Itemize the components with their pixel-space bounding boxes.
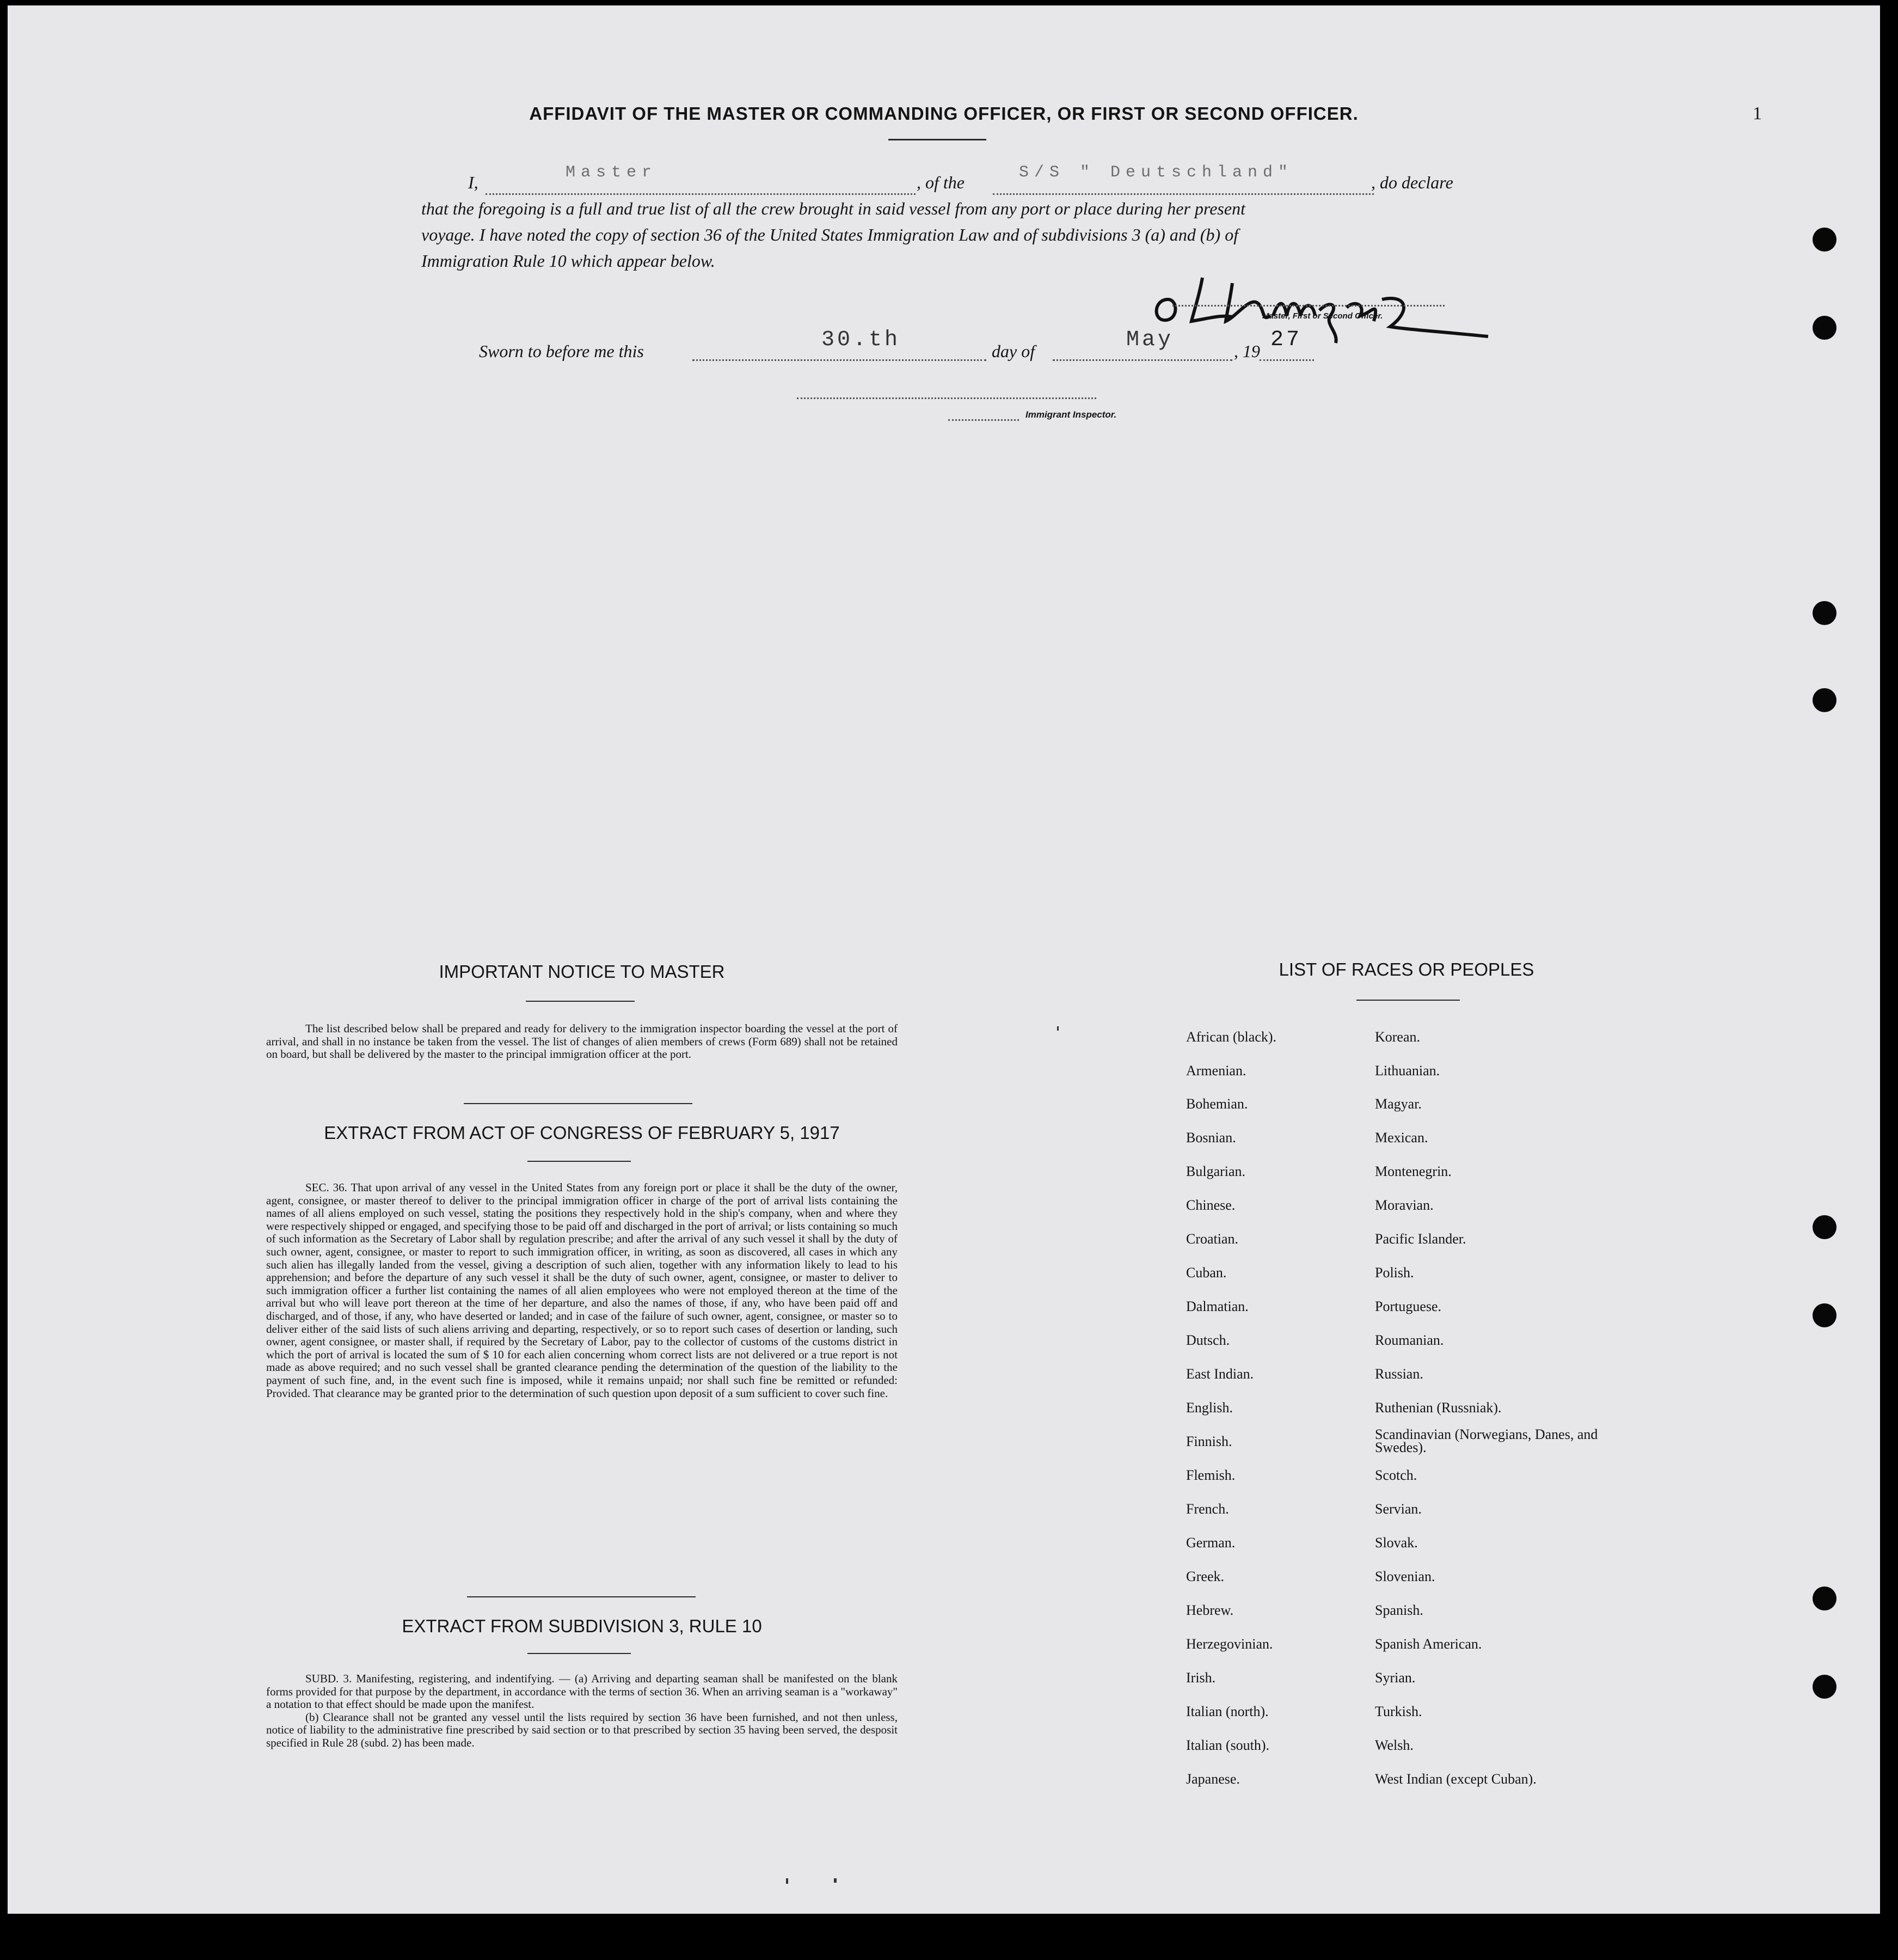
race-right-18: Spanish. — [1375, 1602, 1423, 1618]
race-left-9: Dalmatian. — [1186, 1298, 1249, 1314]
notice-underline — [526, 1001, 635, 1002]
day-of-label: day of — [992, 341, 1035, 361]
punch-hole — [1813, 601, 1836, 625]
race-right-15: Servian. — [1375, 1501, 1422, 1517]
race-right-2: Lithuanian. — [1375, 1063, 1440, 1079]
master-field: Master — [566, 163, 658, 182]
sworn-year-field: 27 — [1270, 328, 1303, 352]
punch-hole — [1813, 1215, 1836, 1239]
race-left-23: Japanese. — [1186, 1771, 1240, 1787]
sworn-month-dotted-line — [1053, 359, 1232, 361]
race-left-18: Hebrew. — [1186, 1602, 1234, 1618]
sworn-month-field: May — [1126, 328, 1174, 352]
race-right-23: West Indian (except Cuban). — [1375, 1771, 1537, 1787]
race-right-8: Polish. — [1375, 1265, 1414, 1281]
race-left-16: German. — [1186, 1535, 1236, 1551]
race-left-7: Croatian. — [1186, 1231, 1239, 1247]
race-left-13: Finnish. — [1186, 1434, 1232, 1449]
act-underline — [527, 1161, 631, 1162]
affidavit-lead: I, — [468, 173, 478, 192]
race-left-19: Herzegovinian. — [1186, 1636, 1273, 1652]
signature-image — [1151, 261, 1510, 354]
act-title: EXTRACT FROM ACT OF CONGRESS OF FEBRUARY 5, 1917 — [324, 1123, 840, 1143]
affidavit-title: AFFIDAVIT OF THE MASTER OR COMMANDING OFFICER, OR FIRST OR SECOND OFFICER. — [529, 103, 1359, 124]
race-right-3: Magyar. — [1375, 1096, 1422, 1112]
race-left-1: African (black). — [1186, 1029, 1277, 1045]
race-right-10: Roumanian. — [1375, 1332, 1444, 1348]
race-left-17: Greek. — [1186, 1569, 1225, 1584]
race-right-20: Syrian. — [1375, 1670, 1416, 1686]
notice-text: The list described below shall be prepared and ready for delivery to the immigration inspector boarding the vessel at the port of arrival, and shall in no instance be taken from the vessel. The list of changes of alien members of crews (Form 689) shall not be retained on board, but shall be delivered by the master to the principal immigration officer at the port. — [266, 1022, 898, 1061]
race-left-21: Italian (north). — [1186, 1704, 1269, 1719]
rule-para-a: SUBD. 3. Manifesting, registering, and indentifying. — (a) Arriving and departing seaman shall be manifested on the blank forms provided for that purpose by the department, in accordance with the terms of section 36. When an arriving seaman is a "workaway" a notation to that effect should be made upon the manifest. — [266, 1672, 898, 1711]
races-title: LIST OF RACES OR PEOPLES — [1279, 959, 1534, 979]
sworn-day-field: 30.th — [821, 328, 901, 352]
master-dotted-line — [486, 193, 916, 195]
signature-label: Master, First or Second Officer. — [1262, 311, 1383, 321]
punch-hole — [1813, 228, 1836, 252]
inspector-dotted-line-2 — [948, 419, 1019, 421]
race-right-11: Russian. — [1375, 1366, 1423, 1382]
race-left-12: English. — [1186, 1400, 1233, 1416]
race-right-9: Portuguese. — [1375, 1298, 1442, 1314]
race-left-14: Flemish. — [1186, 1467, 1236, 1483]
race-right-22: Welsh. — [1375, 1737, 1414, 1753]
signature-dotted-line — [1172, 305, 1445, 307]
vessel-field: S/S " Deutschland" — [1019, 163, 1294, 182]
race-right-4: Mexican. — [1375, 1130, 1428, 1146]
act-divider — [467, 1596, 696, 1597]
sworn-day-dotted-line — [692, 359, 986, 361]
sworn-label: Sworn to before me this — [479, 341, 644, 361]
rule-para-b: (b) Clearance shall not be granted any vessel until the lists required by section 36 have been furnished, and not then unless, notice of liability to the administrative fine prescribed by said section or to that prescribed by section 35 having been served, the desposit specified in Rule 28 (subd. 2) has been made. — [266, 1710, 898, 1749]
punch-hole — [1813, 1587, 1836, 1610]
race-right-6: Moravian. — [1375, 1197, 1434, 1213]
race-right-1: Korean. — [1375, 1029, 1421, 1045]
punch-hole — [1813, 316, 1836, 340]
race-right-13: Scandinavian (Norwegians, Danes, and Swedes). — [1375, 1426, 1598, 1455]
race-left-5: Bulgarian. — [1186, 1163, 1246, 1179]
act-text: SEC. 36. That upon arrival of any vessel in the United States from any foreign port or place it shall be the duty of the owner, agent, consignee, or master thereof to deliver to the principal immigration officer in charge of the port of arrival lists containing the names of all aliens employed on such vessel, stating the positions they respectively hold in the ship's company, when and where they were respectively shipped or engaged, and specifying those to be paid off and discharged in the port of arrival; or lists containing so much of such information as the Secretary of Labor shall by regulation prescribe; and after the arrival of any such vessel it shall by the duty of such owner, agent, consignee, or master to report to such immigration officer, in writing, as soon as discovered, all cases in which any such alien has illegally landed from the vessel, giving a description of such alien, together with any information likely to lead to his apprehension; and before the departure of any such vessel it shall be the duty of such owner, agent, consignee, or master to deliver to such immigration officer a further list containing the names of all alien employees who were not employed thereon at the time of the arrival but who will leave port thereon at the time of her departure, and also the names of those, if any, who have been paid off and discharged, and of those, if any, who have deserted or landed; and in case of the failure of such owner, agent, consignee, or master so to deliver either of the said lists of such aliens arriving and departing, respectively, or so to report such cases of desertion or landing, such owner, agent consignee, or master shall, if required by the Secretary of Labor, pay to the collector of customs of the customs district in which the port of arrival is located the sum of $ 10 for each alien concerning whom correct lists are not delivered or a true report is not made as above required; and no such vessel shall be granted clearance pending the determination of the question of the liability to the payment of such fine, and, in the event such fine is imposed, while it remains unpaid; nor shall such fine be remitted or refunded: Provided. That clearance may be granted prior to the determination of such question upon deposit of a sum sufficient to cover such fine. — [266, 1181, 898, 1400]
race-left-22: Italian (south). — [1186, 1737, 1270, 1753]
race-right-14: Scotch. — [1375, 1467, 1417, 1483]
notice-divider — [464, 1103, 692, 1104]
race-left-6: Chinese. — [1186, 1197, 1236, 1213]
punch-hole — [1813, 1675, 1836, 1699]
race-left-20: Irish. — [1186, 1670, 1216, 1686]
race-right-17: Slovenian. — [1375, 1569, 1435, 1584]
race-right-12: Ruthenian (Russniak). — [1375, 1400, 1502, 1416]
race-right-21: Turkish. — [1375, 1704, 1422, 1719]
scan-speck — [1057, 1026, 1059, 1031]
races-underline — [1356, 1000, 1460, 1001]
inspector-dotted-line-1 — [797, 397, 1096, 399]
rule-title: EXTRACT FROM SUBDIVISION 3, RULE 10 — [402, 1616, 762, 1636]
punch-hole — [1813, 1303, 1836, 1327]
race-right-16: Slovak. — [1375, 1535, 1418, 1551]
race-left-15: French. — [1186, 1501, 1229, 1517]
rule-text — [266, 1673, 898, 1750]
year-prefix: , 19 — [1234, 341, 1260, 361]
affidavit-line-4: Immigration Rule 10 which appear below. — [421, 251, 715, 271]
affidavit-line-2: that the foregoing is a full and true list of all the crew brought in said vessel from any port or place during her present — [421, 199, 1245, 218]
race-right-19: Spanish American. — [1375, 1636, 1482, 1652]
race-left-4: Bosnian. — [1186, 1130, 1236, 1146]
affidavit-line-3: voyage. I have noted the copy of section 36 of the United States Immigration Law and of subdivisions 3 (a) and (b) of — [421, 225, 1239, 244]
rule-underline — [527, 1653, 631, 1654]
scan-speck — [834, 1878, 837, 1883]
year-dotted-line — [1260, 359, 1314, 361]
inspector-label: Immigrant Inspector. — [1025, 409, 1117, 420]
race-left-10: Dutsch. — [1186, 1332, 1230, 1348]
manifest-page — [8, 5, 1880, 1914]
race-left-11: East Indian. — [1186, 1366, 1254, 1382]
do-declare-label: , do declare — [1371, 173, 1453, 192]
title-underline — [888, 139, 986, 140]
vessel-dotted-line — [993, 193, 1374, 195]
corner-mark: 1 — [1753, 103, 1762, 124]
race-left-2: Armenian. — [1186, 1063, 1246, 1079]
race-right-7: Pacific Islander. — [1375, 1231, 1466, 1247]
race-left-3: Bohemian. — [1186, 1096, 1248, 1112]
notice-title: IMPORTANT NOTICE TO MASTER — [439, 961, 725, 982]
punch-hole — [1813, 688, 1836, 712]
race-right-5: Montenegrin. — [1375, 1163, 1452, 1179]
race-left-8: Cuban. — [1186, 1265, 1227, 1281]
of-the-label: , of the — [917, 173, 965, 192]
scan-speck — [786, 1878, 788, 1884]
